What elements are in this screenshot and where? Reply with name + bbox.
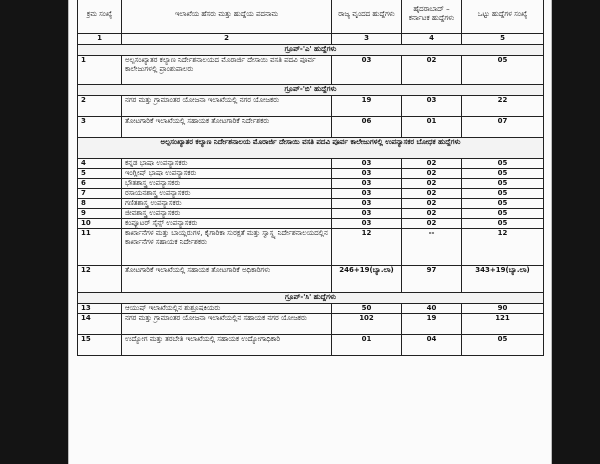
row-number: 12 (78, 266, 122, 293)
row-number: 11 (78, 229, 122, 266)
table-row (78, 169, 544, 179)
document-page (68, 0, 552, 464)
section-minority-heading: ಅಲ್ಪಸಂಖ್ಯಾತರ ಕಲ್ಯಾಣ ನಿರ್ದೇಶನಾಲಯ ಮೊರಾರ್ಜಿ ದೇಸಾಯಿ ವಸತಿ ಪದವಿ ಪೂರ್ವ ಕಾಲೇಜುಗಳಲ್ಲಿ ಉಪನ್ಯಾಸಕರ ಬೋಧಕ ಹುದ್ದೆಗಳು (78, 138, 544, 159)
header-sl-no: ಕ್ರಮ ಸಂಖ್ಯೆ (78, 0, 122, 34)
row-number: 14 (78, 314, 122, 335)
total-count: 05 (462, 169, 544, 179)
hk-count: 02 (402, 56, 462, 85)
post-name: ನಗರ ಮತ್ತು ಗ್ರಾಮಾಂತರ ಯೋಜನಾ ಇಲಾಖೆಯಲ್ಲಿ ನಗರ ಯೋಜಕರು (122, 96, 332, 117)
state-count: 246+19(ಬ್ಯಾ.ಲಾ) (332, 266, 402, 293)
row-number: 15 (78, 335, 122, 356)
post-name: ನಗರ ಮತ್ತು ಗ್ರಾಮಾಂತರ ಯೋಜನಾ ಇಲಾಖೆಯಲ್ಲಿನ ಸಹಾಯಕ ನಗರ ಯೋಜಕರು (122, 314, 332, 335)
state-count: 03 (332, 219, 402, 229)
hk-count: 97 (402, 266, 462, 293)
row-number: 8 (78, 199, 122, 209)
header-state-posts: ರಾಜ್ಯ ವೃಂದದ ಹುದ್ದೆಗಳು (332, 0, 402, 34)
total-count: 05 (462, 159, 544, 169)
hk-count: 02 (402, 179, 462, 189)
hk-count: 40 (402, 304, 462, 314)
row-number: 6 (78, 179, 122, 189)
state-count: 03 (332, 209, 402, 219)
state-count: 102 (332, 314, 402, 335)
state-count: 03 (332, 179, 402, 189)
post-name: ತೋಟಗಾರಿಕೆ ಇಲಾಖೆಯಲ್ಲಿ ಸಹಾಯಕ ತೋಟಗಾರಿಕೆ ಅಧಿಕಾರಿಗಳು (122, 266, 332, 293)
group-heading (78, 293, 544, 304)
row-number: 9 (78, 209, 122, 219)
group-b-heading: ಗ್ರೂಪ್-'ಬಿ' ಹುದ್ದೆಗಳು (78, 85, 544, 96)
post-name: ಕನ್ನಡ ಭಾಷಾ ಉಪನ್ಯಾಸಕರು (122, 159, 332, 169)
post-name: ಕಾರ್ಖಾನೆಗಳ ಮತ್ತು ಬಾಯ್ಲರುಗಳ, ಕೈಗಾರಿಕಾ ಸುರಕ್ಷತೆ ಮತ್ತು ಸ್ವಾಸ್ಥ್ಯ ನಿರ್ದೇಶನಾಲಯದಲ್ಲಿನ ಕಾರ್ಖಾನೆಗಳ ಸಹಾಯಕ ನಿರ್ದೇಶಕರು (122, 229, 332, 266)
row-number: 7 (78, 189, 122, 199)
table-row (78, 314, 544, 335)
table-row (78, 266, 544, 293)
table-row (78, 96, 544, 117)
total-count: 05 (462, 335, 544, 356)
hk-count: 19 (402, 314, 462, 335)
post-name: ಆಯುಷ್ ಇಲಾಖೆಯಲ್ಲಿನ ಶುಶ್ರೂಷಕಿಯರು (122, 304, 332, 314)
table-row (78, 199, 544, 209)
state-count: 06 (332, 117, 402, 138)
header-total-posts: ಒಟ್ಟು ಹುದ್ದೆಗಳ ಸಂಖ್ಯೆ (462, 0, 544, 34)
post-name: ತೋಟಗಾರಿಕೆ ಇಲಾಖೆಯಲ್ಲಿ ಸಹಾಯಕ ತೋಟಗಾರಿಕೆ ನಿರ್ದೇಶಕರು (122, 117, 332, 138)
state-count: 03 (332, 169, 402, 179)
group-heading (78, 45, 544, 56)
row-number: 13 (78, 304, 122, 314)
hk-count: 02 (402, 219, 462, 229)
state-count: 12 (332, 229, 402, 266)
table-row (78, 304, 544, 314)
column-number-row (78, 34, 544, 45)
hk-count: -- (402, 229, 462, 266)
row-number: 4 (78, 159, 122, 169)
total-count: 05 (462, 179, 544, 189)
post-name: ಉದ್ಯೋಗ ಮತ್ತು ತರಬೇತಿ ಇಲಾಖೆಯಲ್ಲಿ ಸಹಾಯಕ ಉದ್ಯೋಗಾಧಿಕಾರಿ (122, 335, 332, 356)
post-name: ಗಣಿತಶಾಸ್ತ್ರ ಉಪನ್ಯಾಸಕರು (122, 199, 332, 209)
row-number: 10 (78, 219, 122, 229)
total-count: 22 (462, 96, 544, 117)
total-count: 05 (462, 209, 544, 219)
total-count: 12 (462, 229, 544, 266)
hk-count: 03 (402, 96, 462, 117)
hk-count: 02 (402, 169, 462, 179)
table-row (78, 159, 544, 169)
post-name: ರಸಾಯನಶಾಸ್ತ್ರ ಉಪನ್ಯಾಸಕರು (122, 189, 332, 199)
column-number: 5 (462, 34, 544, 45)
header-hk-posts: ಹೈದರಾಬಾದ್ – ಕರ್ನಾಟಕ ಹುದ್ದೆಗಳು (402, 0, 462, 34)
table-row (78, 56, 544, 85)
total-count: 05 (462, 189, 544, 199)
table-row (78, 335, 544, 356)
hk-count: 02 (402, 209, 462, 219)
state-count: 03 (332, 56, 402, 85)
row-number: 1 (78, 56, 122, 85)
state-count: 19 (332, 96, 402, 117)
total-count: 05 (462, 56, 544, 85)
state-count: 03 (332, 199, 402, 209)
group-c-heading: ಗ್ರೂಪ್-'ಸಿ' ಹುದ್ದೆಗಳು (78, 293, 544, 304)
hk-count: 04 (402, 335, 462, 356)
total-count: 343+19(ಬ್ಯಾ.ಲಾ) (462, 266, 544, 293)
table-row (78, 229, 544, 266)
header-row (78, 0, 544, 34)
post-name: ಕಂಪ್ಯೂಟರ್ ಸೈನ್ಸ್ ಉಪನ್ಯಾಸಕರು (122, 219, 332, 229)
state-count: 50 (332, 304, 402, 314)
table-row (78, 117, 544, 138)
column-number: 3 (332, 34, 402, 45)
hk-count: 02 (402, 189, 462, 199)
total-count: 05 (462, 199, 544, 209)
table-row (78, 219, 544, 229)
column-number: 4 (402, 34, 462, 45)
post-name: ಜೀವಶಾಸ್ತ್ರ ಉಪನ್ಯಾಸಕರು (122, 209, 332, 219)
row-number: 3 (78, 117, 122, 138)
post-name: ಇಂಗ್ಲೀಷ್ ಭಾಷಾ ಉಪನ್ಯಾಸಕರು (122, 169, 332, 179)
hk-count: 02 (402, 199, 462, 209)
group-a-heading: ಗ್ರೂಪ್-'ಎ' ಹುದ್ದೆಗಳು (78, 45, 544, 56)
group-heading (78, 85, 544, 96)
total-count: 121 (462, 314, 544, 335)
posts-table (77, 0, 544, 356)
table-row (78, 179, 544, 189)
row-number: 5 (78, 169, 122, 179)
post-name: ಅಲ್ಪಸಂಖ್ಯಾತರ ಕಲ್ಯಾಣ ನಿರ್ದೇಶನಾಲಯದ ಮೊರಾರ್ಜಿ ದೇಸಾಯಿ ವಸತಿ ಪದವಿ ಪೂರ್ವ ಕಾಲೇಜುಗಳಲ್ಲಿ ಪ್ರಾಂಶುಪಾಲರು (122, 56, 332, 85)
column-number: 2 (122, 34, 332, 45)
hk-count: 02 (402, 159, 462, 169)
row-number: 2 (78, 96, 122, 117)
table-row (78, 189, 544, 199)
header-dept-post: ಇಲಾಖೆಯ ಹೆಸರು ಮತ್ತು ಹುದ್ದೆಯ ಪದನಾಮ (122, 0, 332, 34)
total-count: 90 (462, 304, 544, 314)
group-heading (78, 138, 544, 159)
total-count: 05 (462, 219, 544, 229)
state-count: 01 (332, 335, 402, 356)
post-name: ಭೌತಶಾಸ್ತ್ರ ಉಪನ್ಯಾಸಕರು (122, 179, 332, 189)
hk-count: 01 (402, 117, 462, 138)
total-count: 07 (462, 117, 544, 138)
column-number: 1 (78, 34, 122, 45)
state-count: 03 (332, 159, 402, 169)
state-count: 03 (332, 189, 402, 199)
table-row (78, 209, 544, 219)
